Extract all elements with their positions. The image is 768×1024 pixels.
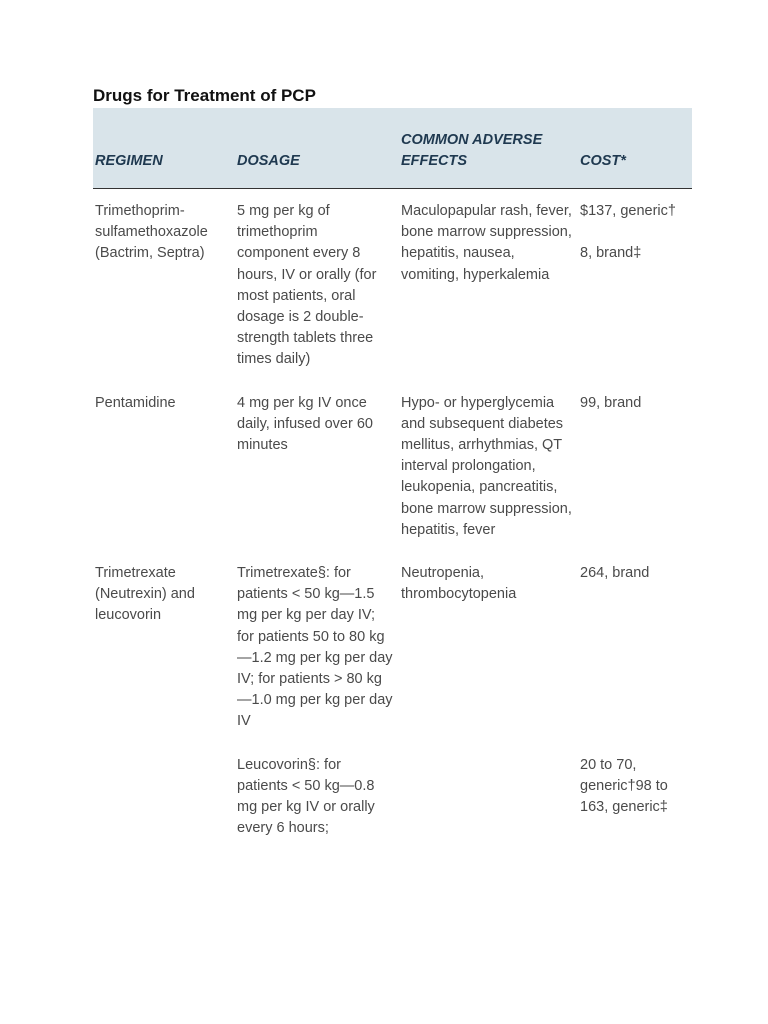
cell-dosage: Trimetrexate§: for patients < 50 kg—1.5 mg per kg per day IV; for patients 50 to 80 kg—1.2 mg per kg per day IV; for patients > 80 kg—1.0 mg per kg per day IV: [237, 565, 393, 730]
cell-regimen: [93, 755, 235, 840]
header-cost: COST*: [578, 108, 692, 189]
cell-adverse-effects: Hypo- or hyperglycemia and subsequent diabetes mellitus, arrhythmias, QT interval prolongation, leukopenia, pancreatitis, bone marrow suppression, hepatitis, fever: [401, 394, 572, 538]
cell-dosage: 5 mg per kg of trimethoprim component every 8 hours, IV or orally (for most patients, oral dosage is 2 double-strength tablets three times daily): [237, 203, 377, 368]
cost-generic: $137, generic†: [580, 203, 676, 219]
header-adverse-effects: COMMON ADVERSE EFFECTS: [399, 108, 578, 189]
cell-cost: 20 to 70, generic†98 to 163, generic‡: [580, 756, 668, 816]
cell-dosage: 4 mg per kg IV once daily, infused over 60 minutes: [237, 394, 373, 454]
cell-adverse-effects: [399, 755, 578, 840]
cell-regimen: Trimethoprim-sulfamethoxazole (Bactrim, Septra): [95, 203, 208, 262]
table-header-row: [93, 108, 692, 189]
cell-regimen: Pentamidine: [95, 394, 176, 411]
cost-brand: 8, brand‡: [580, 245, 642, 262]
cell-adverse-effects: Neutropenia, thrombocytopenia: [401, 565, 517, 603]
cell-cost: 264, brand: [580, 565, 650, 582]
page-title: Drugs for Treatment of PCP: [93, 86, 316, 105]
cell-cost: 99, brand: [580, 394, 642, 411]
table-row: [93, 393, 692, 563]
header-regimen: REGIMEN: [93, 108, 235, 189]
table-row: [93, 563, 692, 755]
cell-regimen: Trimetrexate (Neutrexin) and leucovorin: [95, 565, 195, 624]
cell-dosage: Leucovorin§: for patients < 50 kg—0.8 mg per kg IV or orally every 6 hours;: [237, 756, 375, 837]
table-row: [93, 189, 692, 393]
cell-adverse-effects: Maculopapular rash, fever, bone marrow suppression, hepatitis, nausea, vomiting, hyperkalemia: [401, 203, 572, 283]
header-dosage: DOSAGE: [235, 108, 399, 189]
table-row: [93, 755, 692, 840]
drug-table: [93, 108, 692, 839]
cell-cost: [578, 189, 692, 393]
